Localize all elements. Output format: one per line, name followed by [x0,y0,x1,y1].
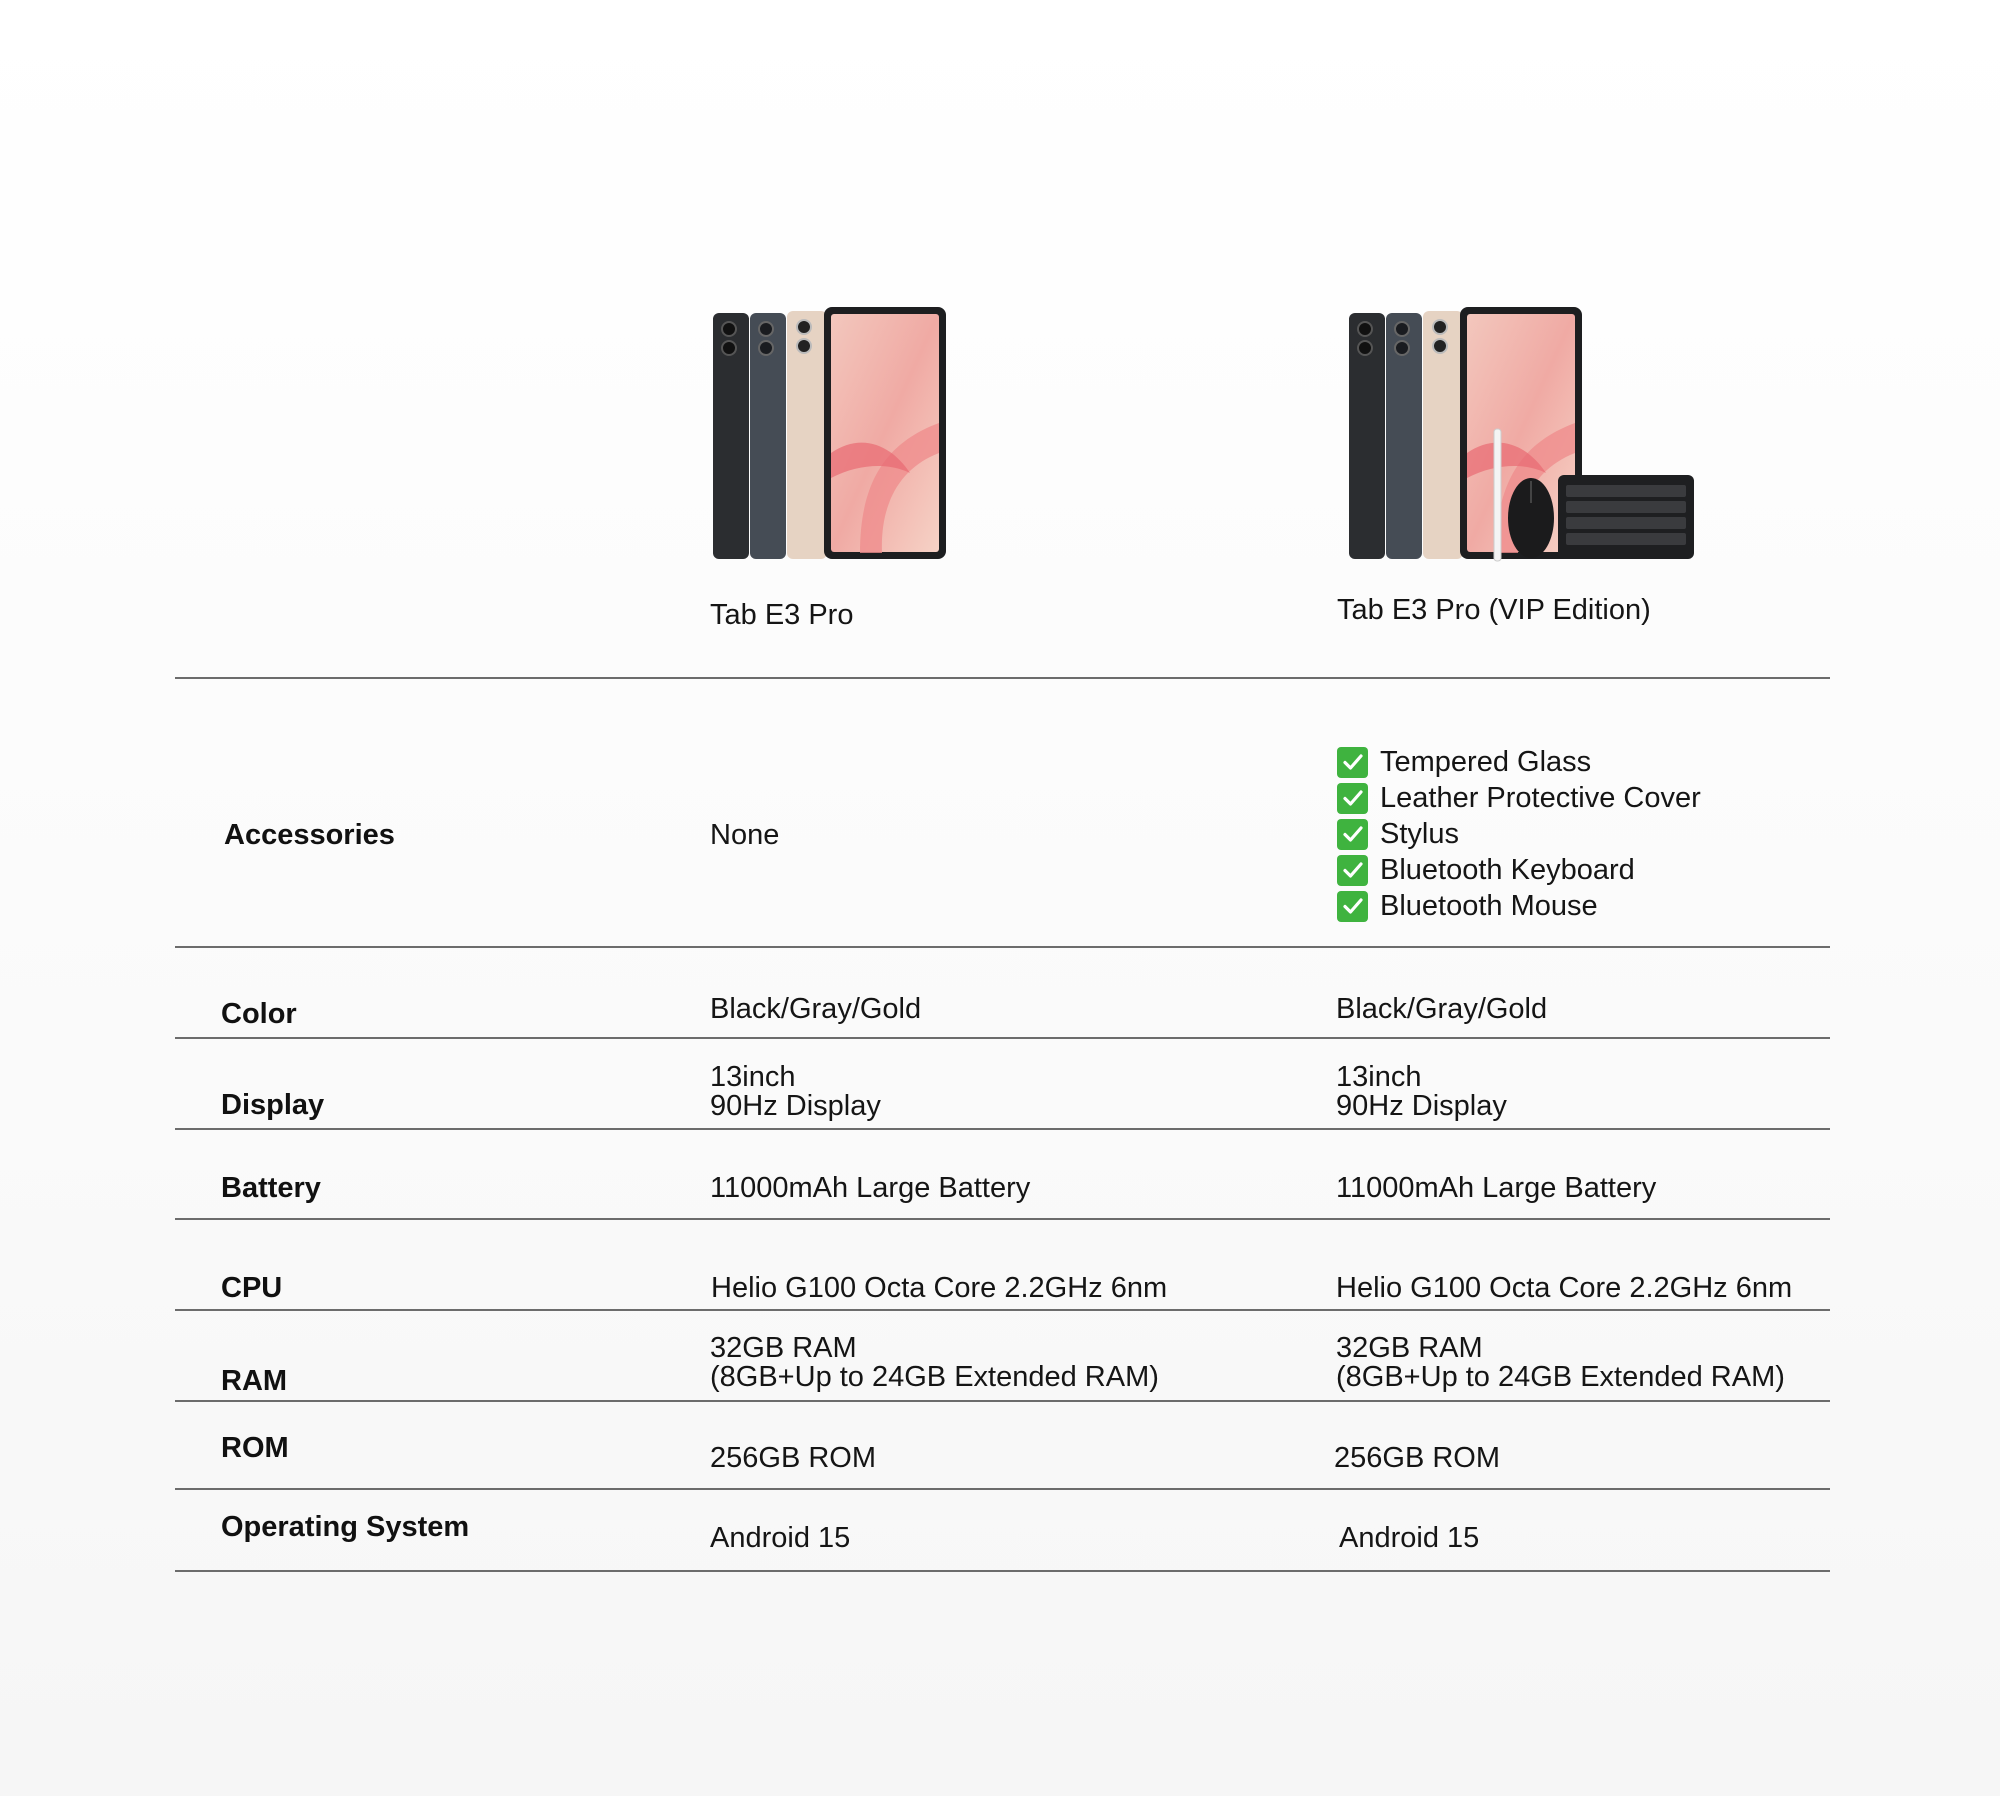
os-col2: Android 15 [1339,1522,1480,1554]
display-refresh: 90Hz Display [1336,1090,1507,1122]
list-item [1337,888,1701,924]
accessory-label: Leather Protective Cover [1380,781,1701,814]
accessory-label: Bluetooth Mouse [1380,889,1598,922]
row-label-color: Color [221,998,297,1030]
divider [175,946,1830,948]
divider [175,677,1830,679]
cpu-col1: Helio G100 Octa Core 2.2GHz 6nm [711,1272,1168,1304]
cpu-col2: Helio G100 Octa Core 2.2GHz 6nm [1336,1272,1793,1304]
accessory-label: Stylus [1380,817,1459,850]
product-name-2: Tab E3 Pro (VIP Edition) [1337,594,1651,626]
ram-col2 [1336,1334,1785,1392]
accessories-col1: None [710,819,780,851]
display-size: 13inch [710,1061,796,1093]
rom-col2: 256GB ROM [1334,1442,1500,1474]
battery-col1: 11000mAh Large Battery [710,1172,1031,1204]
check-mark-icon [1337,819,1368,850]
divider [175,1400,1830,1402]
accessory-label: Bluetooth Keyboard [1380,853,1635,886]
divider [175,1570,1830,1572]
check-mark-icon [1337,747,1368,778]
check-mark-icon [1337,891,1368,922]
rom-col1: 256GB ROM [710,1442,876,1474]
accessory-label: Tempered Glass [1380,745,1592,778]
product-name-1: Tab E3 Pro [710,599,854,631]
ram-total: 32GB RAM [1336,1332,1483,1364]
list-item [1337,744,1701,780]
display-col2 [1336,1063,1507,1121]
check-mark-icon [1337,855,1368,886]
check-mark-icon [1337,783,1368,814]
display-col1 [710,1063,881,1121]
divider [175,1037,1830,1039]
product-image-tab-e3-pro-vip [1346,303,1696,563]
ram-col1 [710,1334,1159,1392]
accessories-list [1337,744,1701,924]
row-label-display: Display [221,1089,325,1121]
row-label-accessories: Accessories [224,819,395,851]
divider [175,1128,1830,1130]
battery-col2: 11000mAh Large Battery [1336,1172,1657,1204]
row-label-os: Operating System [221,1511,470,1543]
display-size: 13inch [1336,1061,1422,1093]
display-refresh: 90Hz Display [710,1090,881,1122]
divider [175,1488,1830,1490]
row-label-rom: ROM [221,1432,289,1464]
divider [175,1309,1830,1311]
color-col2: Black/Gray/Gold [1336,993,1548,1025]
list-item [1337,852,1701,888]
row-label-battery: Battery [221,1172,321,1204]
row-label-ram: RAM [221,1365,288,1397]
ram-detail: (8GB+Up to 24GB Extended RAM) [1336,1361,1785,1393]
ram-detail: (8GB+Up to 24GB Extended RAM) [710,1361,1159,1393]
list-item [1337,780,1701,816]
ram-total: 32GB RAM [710,1332,857,1364]
row-label-cpu: CPU [221,1272,283,1304]
stylus [1494,429,1501,561]
list-item [1337,816,1701,852]
color-col1: Black/Gray/Gold [710,993,922,1025]
os-col1: Android 15 [710,1522,851,1554]
product-image-tab-e3-pro [710,303,950,563]
divider [175,1218,1830,1220]
